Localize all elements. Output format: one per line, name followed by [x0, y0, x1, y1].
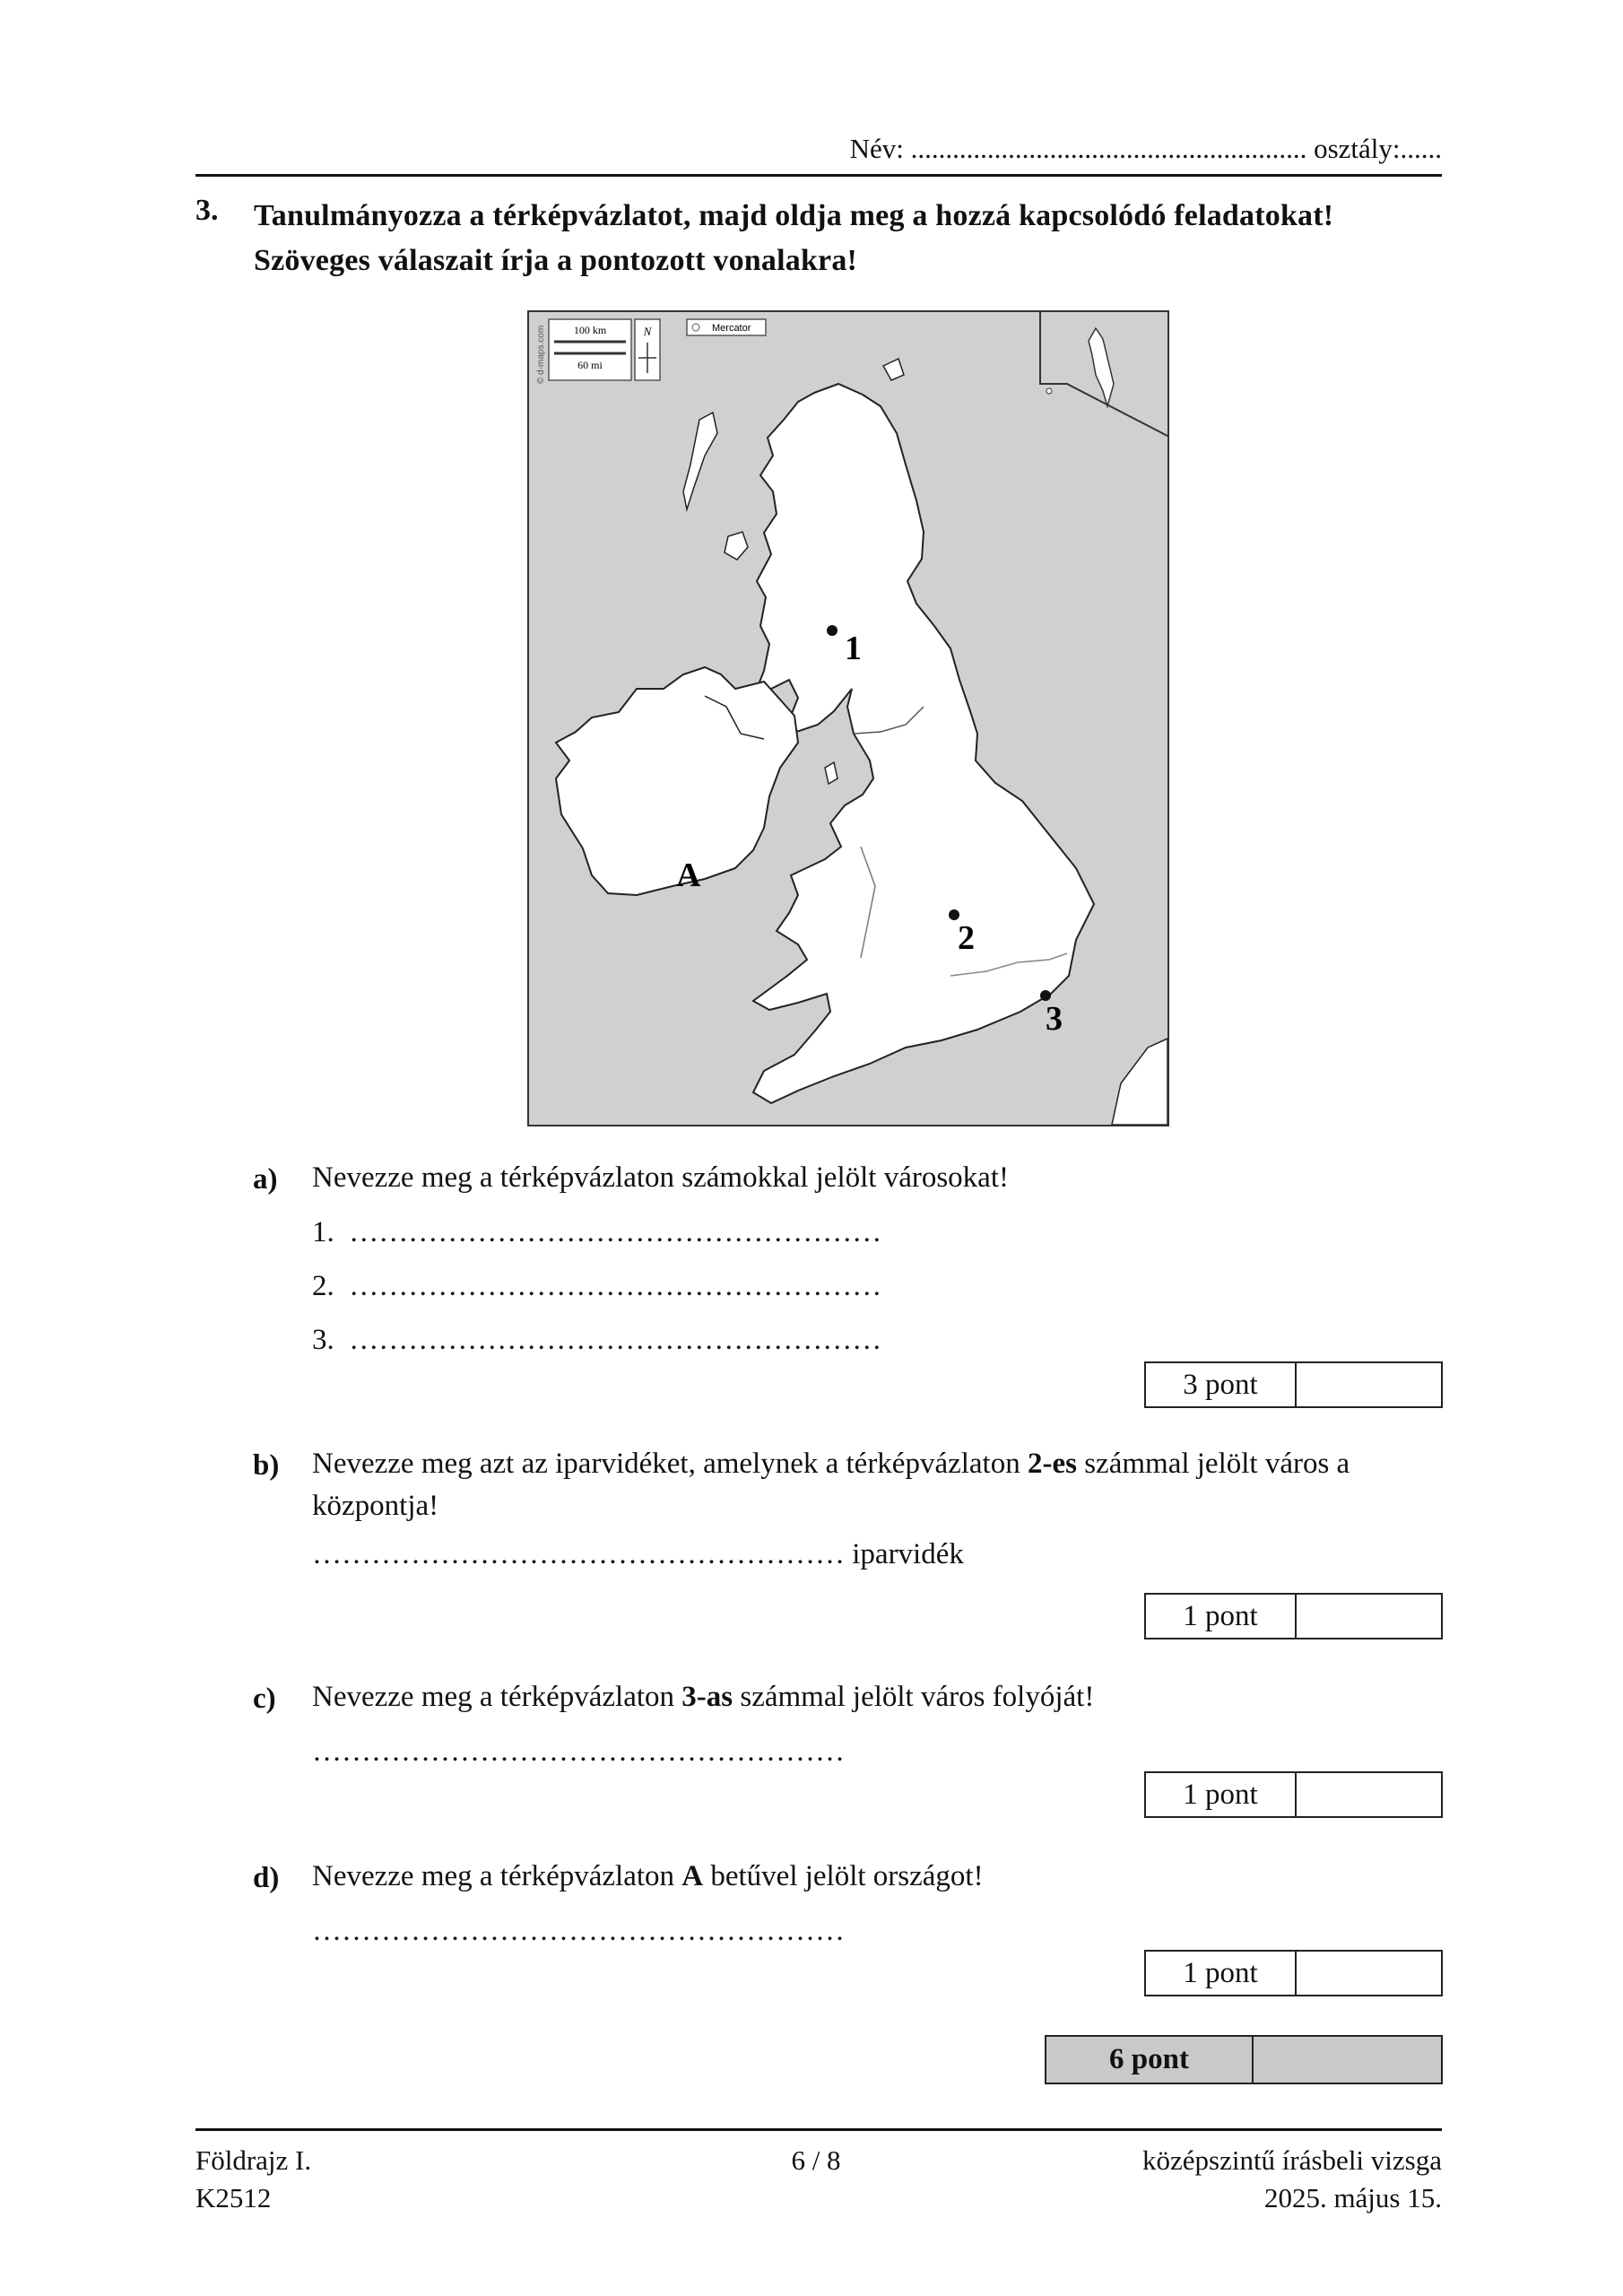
- question-b-text-2: számmal jelölt város a központja!: [312, 1448, 1350, 1522]
- footer-right: [1142, 2142, 1442, 2217]
- shetland-inset: [1040, 312, 1167, 436]
- question-a-letter: a): [253, 1163, 278, 1196]
- answer-line-b[interactable]: ……………………………………………… iparvidék: [312, 1538, 964, 1570]
- footer-exam: középszintű írásbeli vizsga: [1141, 2144, 1442, 2176]
- name-class-line: Név: ......................................................... osztály:......: [849, 133, 1442, 164]
- map-credit: © d-maps.com: [536, 325, 546, 384]
- question-c-bold: 3-as: [681, 1681, 733, 1713]
- footer-subject: Földrajz I.: [195, 2144, 312, 2176]
- footer-date: 2025. május 15.: [1263, 2182, 1442, 2213]
- footer-code: K2512: [195, 2182, 272, 2213]
- scale-mi-label: 60 mi: [577, 359, 603, 371]
- north-label: N: [643, 325, 652, 338]
- north-arrow-icon: [635, 319, 660, 380]
- projection-label: Mercator: [712, 323, 751, 334]
- question-b-bold: 2-es: [1027, 1448, 1077, 1480]
- question-b-text: [312, 1443, 1444, 1527]
- british-isles-map: [527, 310, 1169, 1126]
- outer-hebrides: [683, 413, 717, 509]
- scale-bar: [549, 319, 631, 380]
- score-box-d: [1144, 1950, 1443, 1996]
- scale-km-label: 100 km: [573, 324, 607, 336]
- task-instruction: [254, 194, 1446, 283]
- question-c-letter: c): [253, 1683, 276, 1715]
- score-field-b[interactable]: [1297, 1595, 1441, 1638]
- score-label-d: 1 pont: [1146, 1952, 1297, 1995]
- question-d-text: [312, 1856, 1444, 1898]
- score-field-a[interactable]: [1297, 1363, 1441, 1406]
- task-number: 3.: [195, 194, 219, 227]
- total-score-label: 6 pont: [1046, 2037, 1254, 2083]
- score-label-a: 3 pont: [1146, 1363, 1297, 1406]
- answer-line-a-3[interactable]: 3. ………………………………………………: [312, 1324, 882, 1356]
- country-a-label: A: [676, 857, 701, 894]
- answer-line-c[interactable]: ………………………………………………: [312, 1735, 845, 1768]
- question-c-text-2: számmal jelölt város folyóját!: [733, 1681, 1095, 1713]
- isle-of-man: [825, 762, 838, 784]
- footer-page-number: 6 / 8: [791, 2144, 841, 2176]
- question-d-text-2: betűvel jelölt országot!: [703, 1860, 984, 1892]
- inner-hebrides: [725, 532, 748, 560]
- score-label-b: 1 pont: [1146, 1595, 1297, 1638]
- total-score-box: [1045, 2035, 1443, 2084]
- score-box-a: [1144, 1361, 1443, 1408]
- question-d-bold: A: [681, 1860, 704, 1892]
- question-d-text-1: Nevezze meg a térképvázlaton: [312, 1860, 682, 1892]
- projection-label-box: [687, 319, 766, 335]
- total-score-field[interactable]: [1254, 2037, 1441, 2083]
- score-field-d[interactable]: [1297, 1952, 1441, 1995]
- score-field-c[interactable]: [1297, 1773, 1441, 1816]
- marker-3-label: 3: [1046, 1000, 1063, 1038]
- question-c-text-1: Nevezze meg a térképvázlaton: [312, 1681, 682, 1713]
- marker-1-label: 1: [845, 630, 862, 667]
- score-box-b: [1144, 1593, 1443, 1639]
- question-d-letter: d): [253, 1862, 280, 1894]
- map-svg: [529, 312, 1167, 1125]
- marker-2-label: 2: [958, 919, 975, 957]
- orkney: [883, 359, 904, 380]
- question-a-text: Nevezze meg a térképvázlaton számokkal jelölt városokat!: [312, 1161, 1009, 1194]
- marker-3: [1040, 990, 1063, 1038]
- question-b-text-1: Nevezze meg azt az iparvidéket, amelynek a térképvázlaton: [312, 1448, 1028, 1480]
- score-label-c: 1 pont: [1146, 1773, 1297, 1816]
- answer-line-a-1[interactable]: 1. ………………………………………………: [312, 1216, 882, 1248]
- question-b-letter: b): [253, 1449, 280, 1482]
- answer-line-a-2[interactable]: 2. ………………………………………………: [312, 1270, 882, 1302]
- header-rule: [195, 174, 1442, 177]
- task-instruction-line-2: Szöveges válaszait írja a pontozott vonalakra!: [254, 244, 858, 277]
- score-box-c: [1144, 1771, 1443, 1818]
- task-instruction-line-1: Tanulmányozza a térképvázlatot, majd oldja meg a hozzá kapcsolódó feladatokat!: [254, 199, 1334, 232]
- footer-rule: [195, 2128, 1442, 2131]
- footer-left: [195, 2142, 311, 2217]
- answer-line-d[interactable]: ………………………………………………: [312, 1915, 845, 1947]
- france-coast: [1112, 1039, 1167, 1125]
- question-c-text: [312, 1676, 1444, 1718]
